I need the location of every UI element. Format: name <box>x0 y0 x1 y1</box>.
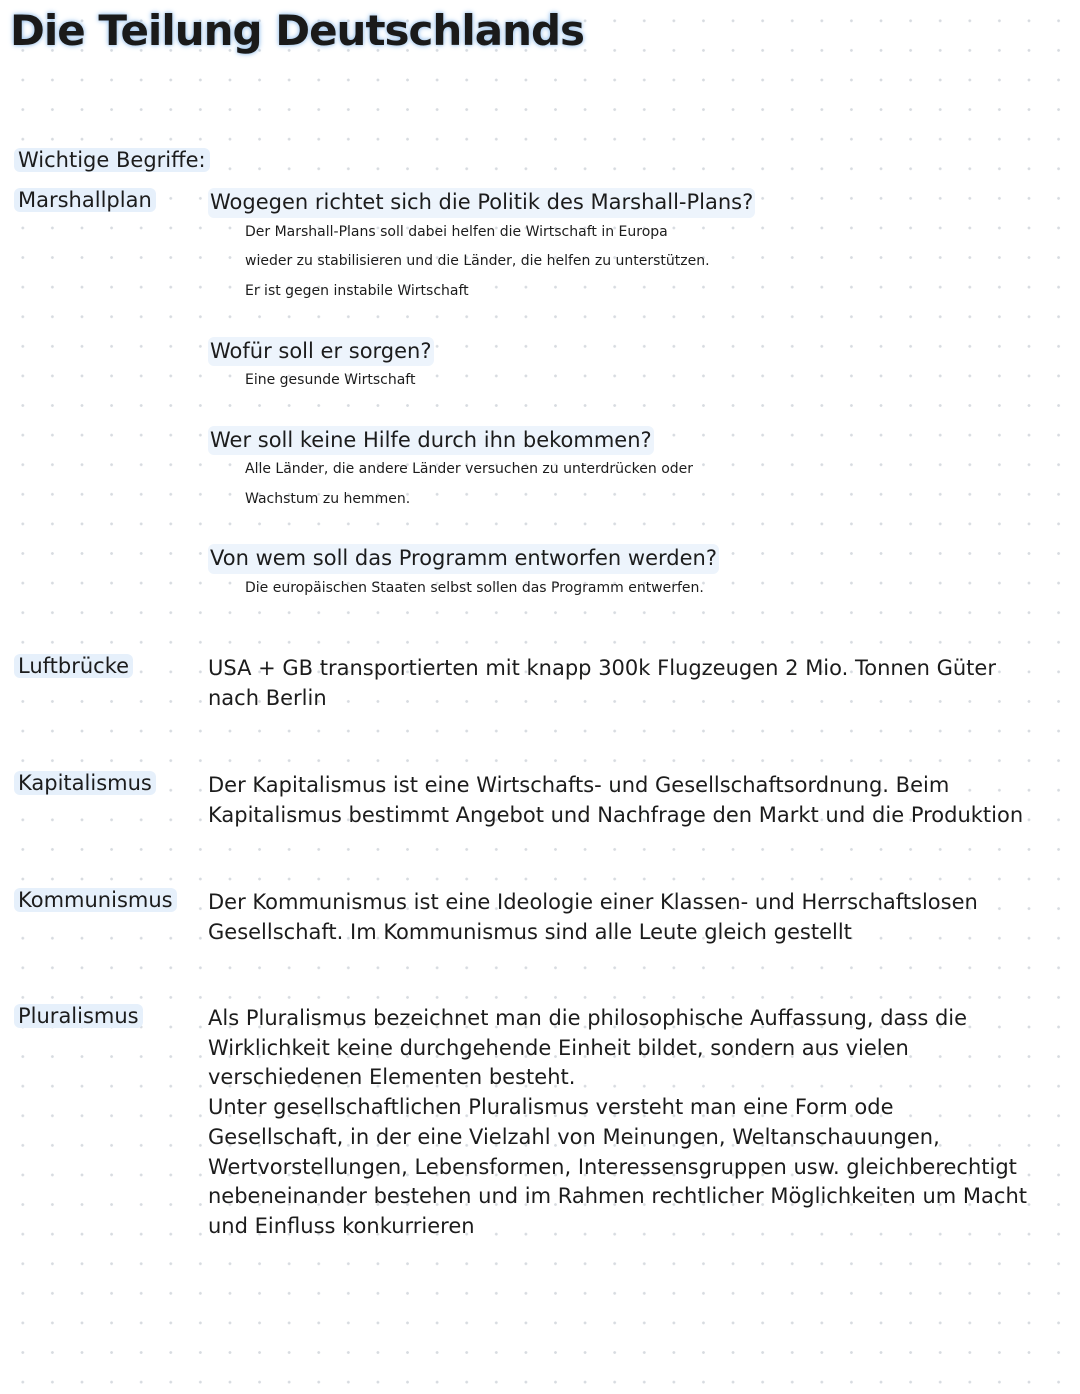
definition-pluralismus <box>208 1004 1070 1242</box>
term-kommunismus: Kommunismus <box>14 888 177 912</box>
term-marshallplan: Marshallplan <box>14 188 156 212</box>
definition-line: nebeneinander bestehen und im Rahmen rechtlicher Möglichkeiten um Macht <box>208 1184 1027 1209</box>
term-kapitalismus: Kapitalismus <box>14 771 156 795</box>
question: Von wem soll das Programm entworfen werden? <box>208 544 719 574</box>
qa-item <box>208 426 1070 515</box>
definition-line: Kapitalismus bestimmt Angebot und Nachfrage den Markt und die Produktion <box>208 802 1024 827</box>
definition-line: Wertvorstellungen, Lebensformen, Interessensgruppen usw. gleichberechtigt <box>208 1154 1017 1179</box>
definition-line: verschiedenen Elementen besteht. <box>208 1065 576 1090</box>
page-title: Die Teilung Deutschlands <box>10 6 585 55</box>
answer-line: Der Marshall-Plans soll dabei helfen die Wirtschaft in Europa <box>245 223 668 240</box>
definition-luftbruecke <box>208 654 1070 713</box>
question: Wer soll keine Hilfe durch ihn bekommen? <box>208 426 654 456</box>
definition-line: Wirklichkeit keine durchgehende Einheit bildet, sondern aus vielen <box>208 1035 909 1060</box>
answer-line: wieder zu stabilisieren und die Länder, die helfen zu unterstützen. <box>245 253 710 270</box>
answer-line: Die europäischen Staaten selbst sollen das Programm entwerfen. <box>245 580 704 597</box>
definition-marshallplan <box>208 188 1070 604</box>
definition-line: Gesellschaft, in der eine Vielzahl von Meinungen, Weltanschauungen, <box>208 1124 940 1149</box>
term-pluralismus: Pluralismus <box>14 1004 143 1028</box>
term-luftbruecke: Luftbrücke <box>14 654 133 678</box>
answer-line: Eine gesunde Wirtschaft <box>245 372 416 389</box>
qa-item <box>208 337 1070 396</box>
definition-line: Der Kommunismus ist eine Ideologie einer Klassen- und Herrschaftslosen <box>208 890 978 914</box>
question: Wofür soll er sorgen? <box>208 337 434 367</box>
definition-line: Der Kapitalismus ist eine Wirtschafts- und Gesellschaftsordnung. Beim <box>208 773 950 797</box>
definition-line: und Einfluss konkurrieren <box>208 1213 475 1238</box>
definition-kommunismus <box>208 888 1070 947</box>
answer-line: Er ist gegen instabile Wirtschaft <box>245 283 469 300</box>
definition-kapitalismus <box>208 771 1070 830</box>
question: Wogegen richtet sich die Politik des Marshall-Plans? <box>208 188 755 218</box>
definition-line: Unter gesellschaftlichen Pluralismus versteht man eine Form ode <box>208 1095 894 1120</box>
qa-item <box>208 188 1070 307</box>
definition-line: Als Pluralismus bezeichnet man die philosophische Auffassung, dass die <box>208 1006 968 1030</box>
section-heading-wichtige-begriffe: Wichtige Begriffe: <box>14 148 210 172</box>
definition-line: USA + GB transportierten mit knapp 300k Flugzeugen 2 Mio. Tonnen Güter <box>208 656 996 680</box>
answer-line: Wachstum zu hemmen. <box>245 491 411 507</box>
answer-line: Alle Länder, die andere Länder versuchen zu unterdrücken oder <box>245 461 694 478</box>
qa-item <box>208 544 1070 603</box>
definition-line: Gesellschaft. Im Kommunismus sind alle Leute gleich gestellt <box>208 919 852 944</box>
definition-line: nach Berlin <box>208 685 327 710</box>
